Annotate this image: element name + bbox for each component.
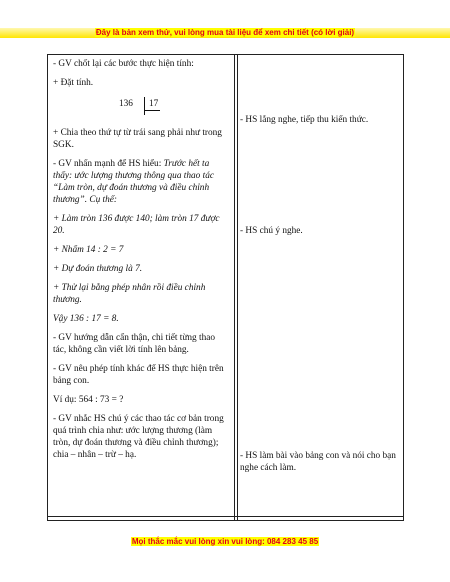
guidance-note: - GV hướng dẫn cẩn thận, chi tiết từng thao tác, không cần viết lời tính lên bảng. (53, 333, 215, 355)
contact-footer-text: Mọi thắc mắc vui lòng xin vui lòng: 084 283 45 85 (131, 537, 319, 546)
teacher-emphasis (53, 158, 229, 206)
result-line: Vậy 136 : 17 = 8. (53, 314, 119, 324)
division-bar-horizontal (144, 110, 160, 111)
step-summary: - GV chốt lại các bước thực hiện tính: (53, 59, 194, 69)
preview-banner-text: Đây là bản xem thử, vui lòng mua tài liệu để xem chi tiết (có lời giải) (95, 28, 355, 37)
emphasis-detail: Trước hết ta thấy: ước lượng thương thông qua thao tác “Làm tròn, dự đoán thương và điều chỉnh thương”. Cụ thể: (53, 159, 215, 205)
example-problem: Ví dụ: 564 : 73 = ? (53, 395, 124, 405)
teacher-activities (53, 58, 229, 468)
step-divide: + Chia theo thứ tự từ trái sang phải như trong SGK. (53, 128, 222, 150)
column-divider (234, 55, 235, 520)
dividend: 136 (119, 99, 133, 109)
emphasis-lead: - GV nhấn mạnh để HS hiểu: (53, 159, 164, 169)
preview-banner (0, 28, 450, 38)
step-set-up: + Đặt tính. (53, 78, 94, 88)
reminder-note: - GV nhắc HS chú ý các thao tác cơ bản trong quá trình chia như: ước lượng thương (làm tròn, dự đoán thương và điều chỉnh thương); chia – nhân – trừ – hạ. (53, 414, 224, 460)
contact-footer (0, 537, 450, 547)
table-bottom-border (48, 516, 403, 517)
guess-quotient-step: + Dự đoán thương là 7. (53, 264, 143, 274)
column-divider-inner (237, 55, 238, 520)
student-note-attention: - HS chú ý nghe. (240, 226, 303, 236)
student-note-listen: - HS lắng nghe, tiếp thu kiến thức. (240, 115, 369, 125)
mental-calc-step: + Nhẩm 14 : 2 = 7 (53, 245, 124, 255)
practice-instruction: - GV nêu phép tính khác để HS thực hiện trên bảng con. (53, 364, 224, 386)
check-step: + Thử lại bằng phép nhân rồi điều chỉnh thương. (53, 283, 206, 305)
rounding-step: + Làm tròn 136 được 140; làm tròn 17 được 20. (53, 214, 220, 236)
student-note-practice: - HS làm bài vào bảng con và nói cho bạn nghe cách làm. (240, 451, 396, 473)
lesson-table (47, 54, 404, 521)
division-bar-vertical (144, 97, 145, 115)
long-division-layout (53, 96, 229, 116)
divisor: 17 (149, 99, 159, 109)
